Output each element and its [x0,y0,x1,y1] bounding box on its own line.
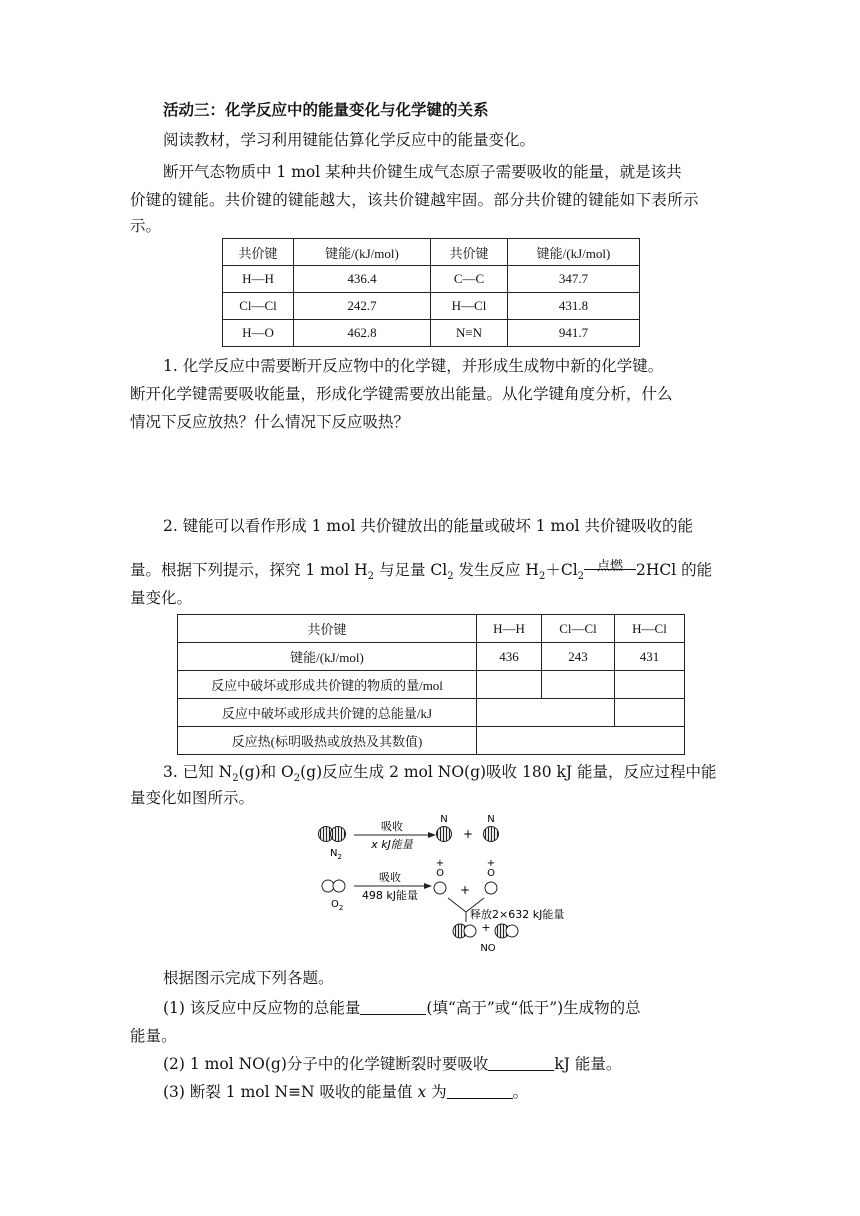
section-heading: 活动三：化学反应中的能量变化与化学键的关系 [163,100,489,119]
question-1-line-2: 断开化学键需要吸收能量，形成化学键需要放出能量。从化学键角度分析，什么 [130,385,673,403]
plus-sign: + [486,858,496,869]
table-cell: 462.8 [294,320,431,347]
table-cell: H—H [223,266,294,293]
table-header-cell: 共价键 [178,615,477,643]
plus-sign: + [462,827,474,841]
o-atom-icon [434,882,446,894]
answer-cell[interactable] [477,699,615,727]
table-row [223,239,640,266]
definition-line-2: 价键的键能。共价键的键能越大，该共价键越牢固。部分共价键的键能如下表所示 [130,191,699,209]
table-cell: 243 [542,643,615,671]
table-row [178,671,685,699]
o2-molecule-icon [322,880,345,892]
sub-question-1: (1) 该反应中反应物的总能量 (填“高于”或“低于”)生成物的总 [163,999,641,1017]
no-molecule-icon [495,924,518,938]
answer-blank[interactable] [360,998,426,1015]
table-row [178,615,685,643]
intro-text: 阅读教材，学习利用键能估算化学反应中的能量变化。 [163,131,536,149]
table-cell: C—C [431,266,508,293]
plus-sign: + [481,921,491,934]
table-cell: 431 [615,643,685,671]
sub-question-3: (3) 断裂 1 mol N≡N 吸收的能量值 x 为 。 [163,1083,529,1101]
arrow-1-bottom-label: x kJ能量 [371,838,413,851]
table-row [178,699,685,727]
no-molecule-icon [453,924,476,938]
arrowhead-icon [424,883,432,889]
o-atom-label: O [487,868,495,879]
table-cell: 347.7 [508,266,640,293]
n-atom-icon [437,827,452,842]
answer-cell[interactable] [615,699,685,727]
table-header-cell: Cl—Cl [542,615,615,643]
answer-blank[interactable] [447,1082,513,1099]
table-cell: 941.7 [508,320,640,347]
question-2-line-3: 量变化。 [130,589,193,607]
reaction-condition: 点燃 [584,574,636,575]
table-header-cell: 共价键 [223,239,294,266]
arrow-1-top-label: 吸收 [381,820,403,833]
definition-line-1: 断开气态物质中 1 mol 某种共价键生成气态原子需要吸收的能量，就是该共 [163,163,682,181]
question-1-line-3: 情况下反应放热？什么情况下反应吸热？ [130,413,410,431]
arrow-2-bottom-label: 498 kJ能量 [361,889,419,902]
answer-cell[interactable] [477,671,542,699]
table-cell: 431.8 [508,293,640,320]
table-cell: H—O [223,320,294,347]
o-atom-icon [485,882,497,894]
table-cell: 242.7 [294,293,431,320]
o2-label: $O_2$ [331,899,344,912]
n2-label: $N_2$ [330,848,342,861]
table-cell: 键能/(kJ/mol) [178,643,477,671]
arrowhead-icon [428,832,436,838]
plus-sign: + [435,858,445,869]
table-row [223,320,640,347]
table-header-cell: H—H [477,615,542,643]
table-cell: 436.4 [294,266,431,293]
instruction-text: 根据图示完成下列各题。 [163,969,334,987]
table-cell: H—Cl [431,293,508,320]
n2-molecule-icon [319,827,346,842]
table-header-cell: H—Cl [615,615,685,643]
o-atom-label: O [436,868,444,879]
bond-energy-table [222,238,640,347]
table-cell: N≡N [431,320,508,347]
n-atom-label: N [440,814,448,825]
table-cell: 反应中破坏或形成共价键的总能量/kJ [178,699,477,727]
plus-sign: + [459,883,471,897]
sub-question-1-cont: 能量。 [130,1027,177,1045]
release-label: 释放2×632 kJ能量 [470,908,565,921]
arrow-2-top-label: 吸收 [379,871,401,884]
question-3-line-1: 3. 已知 $N_2(g)$和 $O_2(g)$反应生成 2 mol NO(g)吸收 180 kJ 能量，反应过程中能 [163,763,717,785]
table-cell: Cl—Cl [223,293,294,320]
question-3-line-2: 量变化如图所示。 [130,789,255,807]
table-header-cell: 共价键 [431,239,508,266]
n-atom-label: N [487,814,495,825]
n-atom-icon [484,827,499,842]
answer-blank[interactable] [488,1054,554,1071]
table-cell: 反应中破坏或形成共价键的物质的量/mol [178,671,477,699]
table-row [178,643,685,671]
table-header-cell: 键能/(kJ/mol) [294,239,431,266]
table-header-cell: 键能/(kJ/mol) [508,239,640,266]
table-row [223,266,640,293]
question-2-line-2: 量。根据下列提示，探究 1 mol $H_2$ 与足量 $Cl_2$ 发生反应 $H_2+Cl_2$ 点燃 2HCl 的能 [130,559,713,583]
table-row [223,293,640,320]
question-1-line-1: 1. 化学反应中需要断开反应物中的化学键，并形成生成物中新的化学键。 [163,357,664,375]
no-label: NO [480,943,496,954]
calculation-table [177,614,685,755]
sub-question-2: (2) 1 mol NO(g)分子中的化学键断裂时要吸收 kJ 能量。 [163,1055,622,1073]
answer-cell[interactable] [477,727,685,755]
table-cell: 436 [477,643,542,671]
table-cell: 反应热(标明吸热或放热及其数值) [178,727,477,755]
definition-line-3: 示。 [130,217,162,235]
answer-cell[interactable] [615,671,685,699]
answer-cell[interactable] [542,671,615,699]
energy-diagram [310,810,600,960]
table-row [178,727,685,755]
question-2-line-1: 2. 键能可以看作形成 1 mol 共价键放出的能量或破坏 1 mol 共价键吸收的能 [163,517,693,535]
merge-line-icon [448,898,466,912]
